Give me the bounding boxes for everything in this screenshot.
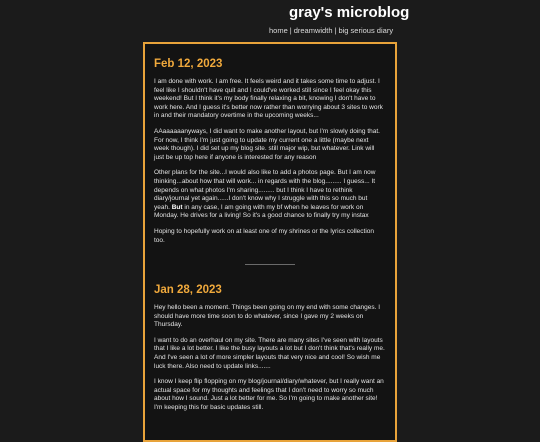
post-text: in any case, I am going with my bf when he leaves for work on Monday. He drives for a living! So it's a good chance to finally try my instax xyxy=(154,203,369,220)
post-paragraph: AAaaaaaanyways, I did want to make another layout, but I'm slowly doing that. For now, I think I'm just going to update my current one a little (maybe next week though). I did set up my blog site. still major wip, but whatever. Link will just be up top here if anyone is interested for any reason xyxy=(154,127,380,161)
post-bold-text: But xyxy=(171,203,183,211)
nav-link-big-serious-diary[interactable]: big serious diary xyxy=(338,26,394,35)
post-paragraph xyxy=(154,169,385,221)
blog-post xyxy=(154,58,385,252)
post-date: Feb 12, 2023 xyxy=(154,58,223,70)
site-nav xyxy=(269,26,393,35)
post-paragraph: I know I keep flip flopping on my blog/journal/diary/whatever, but I really want an actual space for my thoughts and feelings that I don't need to worry so much about how I sound. Just a lot better for me. So I'm going to make another site! I'm keeping this for basic updates still. xyxy=(154,378,384,411)
post-date: Jan 28, 2023 xyxy=(154,284,222,296)
nav-separator: | xyxy=(334,26,337,35)
post-paragraph: Hoping to hopefully work on at least one of my shrines or the lyrics collection too. xyxy=(154,227,375,244)
post-paragraph: I am done with work. I am free. It feels weird and it takes some time to adjust. I feel like I shouldn't have quit and I could've worked still since I feel okay this weekend! But I think it's my body finally relaxing a bit, knowing I don't have to work here. And I guess it's better now rather than worrying about 3 sites to work in and their mandatory overtime in the upcoming weeks... xyxy=(154,78,383,120)
nav-link-home[interactable]: home xyxy=(269,26,288,35)
post-paragraph: I want to do an overhaul on my site. There are many sites I've seen with layouts that I like a lot better. I like the busy layouts a lot but I don't think that's really me. And I've seen a lot of more simpler layouts that very nice and cool! So wish me luck there. Also need to update links....... xyxy=(154,336,385,370)
post-divider xyxy=(245,264,295,265)
post-text: Other plans for the site...I would also like to add a photos page. But I am now thinking...about how that will work... in regards with the blog......... I guess... It depends on what photos I'm sharing......... but I think I have to rethink diary/journal yet again......I don't know why I struggle with this so much but yeah. xyxy=(154,169,376,211)
nav-link-dreamwidth[interactable]: dreamwidth xyxy=(293,26,333,35)
blog-post xyxy=(154,284,385,420)
nav-separator: | xyxy=(289,26,292,35)
site-title: gray's microblog xyxy=(289,4,410,21)
post-paragraph: Hey hello been a moment. Things been going on my end with some changes. I should have more time soon to do whatever, since I gave my 2 weeks on Thursday. xyxy=(154,304,381,329)
content-panel[interactable] xyxy=(143,42,397,442)
